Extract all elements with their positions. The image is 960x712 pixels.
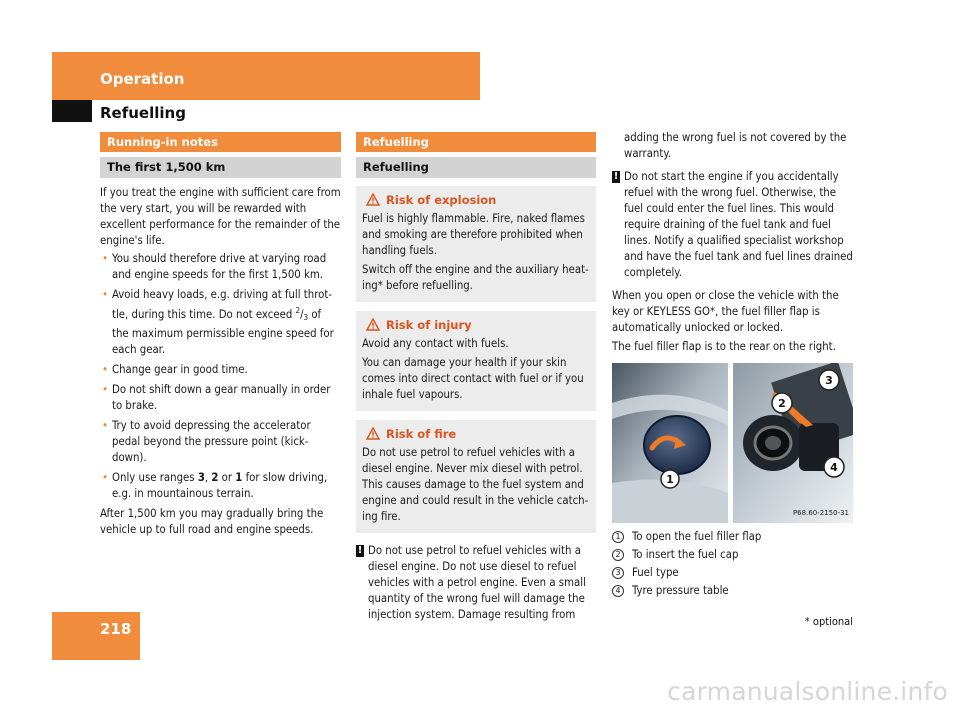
chapter-title: Refuelling: [100, 104, 186, 122]
flap-location-paragraph: The fuel filler flap is to the rear on the right.: [612, 340, 836, 353]
list-item: [100, 470, 341, 502]
legend-item: [612, 546, 854, 564]
list-item: [100, 382, 341, 414]
column-refuelling: [356, 132, 596, 623]
callout-3: 3: [825, 374, 833, 387]
warning-triangle-icon: [366, 193, 380, 206]
bullet-text: Try to avoid depressing the accelerator pedal beyond the pressure point (kick-down).: [112, 419, 311, 464]
legend-text: Tyre pressure table: [632, 584, 729, 597]
fraction-denominator: 3: [303, 313, 309, 322]
fuel-flap-closed-photo: [612, 363, 728, 523]
fuel-flap-photos: [612, 363, 852, 526]
legend-number-icon: 4: [612, 585, 624, 597]
list-item: [100, 251, 341, 283]
column-running-in: [100, 132, 341, 538]
range-2: 2: [211, 471, 219, 484]
bullet-text: You should therefore drive at varying road and engine speeds for the first 1,500 km.: [112, 252, 327, 281]
warning-fire: [356, 420, 596, 533]
bullet-text: Change gear in good time.: [112, 363, 248, 376]
refuelling-heading: Refuelling: [356, 132, 596, 152]
warning-title: Risk of explosion: [386, 193, 497, 207]
callout-2: 2: [778, 397, 786, 410]
list-item: [100, 418, 341, 466]
chapter-marker: [52, 100, 92, 122]
warning-text: You can damage your health if your skin comes into direct contact with fuel or if you inhale fuel vapours.: [362, 356, 584, 401]
legend-number-icon: 2: [612, 549, 624, 561]
refuelling-subheading: Refuelling: [356, 157, 596, 178]
list-item: • Avoid heavy loads, e.g. driving at full throt-tle, during this time. Do not exceed $^2/_3$ of the maximum permissible engine speed for each gear.: [102, 288, 334, 356]
warning-triangle-icon: [366, 427, 380, 440]
first-1500km-heading: The first 1,500 km: [100, 157, 341, 178]
fuel-filler-open-photo: [733, 363, 853, 523]
legend-item: [612, 582, 854, 600]
legend-item: [612, 564, 854, 582]
running-in-outro: After 1,500 km you may gradually bring the vehicle up to full road and engine speeds.: [100, 507, 324, 536]
page-number: 218: [100, 620, 132, 638]
warning-triangle-icon: [366, 318, 380, 331]
callout-1: 1: [666, 473, 674, 486]
bullet-text: Avoid heavy loads, e.g. driving at full throt-tle, during this time. Do not exceed: [112, 288, 333, 321]
bullet-icon: •: [102, 383, 108, 396]
warning-text: Switch off the engine and the auxiliary heat-ing* before refuelling.: [362, 263, 589, 292]
caution-note: [356, 543, 596, 623]
bullet-text: Do not shift down a gear manually in order to brake.: [112, 383, 331, 412]
warning-text: Do not use petrol to refuel vehicles with a diesel engine. Never mix diesel with petrol. This causes damage to the fuel system and engine and could result in the vehicle catch-ing fire.: [362, 446, 589, 523]
legend-number-icon: 3: [612, 567, 624, 579]
photo-legend: [612, 528, 854, 600]
range-3: 3: [197, 471, 205, 484]
legend-number-icon: 1: [612, 531, 624, 543]
legend-text: Fuel type: [632, 566, 679, 579]
warning-text: Fuel is highly flammable. Fire, naked flames and smoking are therefore prohibited when handling fuels.: [362, 212, 585, 257]
note-text: Do not start the engine if you accidentally refuel with the wrong fuel. Otherwise, the fuel could enter the fuel lines. This would require draining of the fuel tank and fuel lines. Notify a qualified specialist workshop and have the fuel tank and fuel lines drained completely.: [624, 170, 853, 279]
running-in-heading: Running-in notes: [100, 132, 341, 152]
watermark: carmanualsonline.info: [667, 677, 948, 706]
warning-text: Avoid any contact with fuels.: [362, 337, 509, 350]
warning-injury: [356, 311, 596, 411]
legend-text: To insert the fuel cap: [632, 548, 739, 561]
exclamation-icon: !: [613, 171, 619, 182]
bullet-text: Only use ranges: [112, 471, 198, 484]
separator: or: [218, 471, 236, 484]
callout-4: 4: [830, 461, 838, 474]
photo-reference-code: P68.60-2150-31: [792, 509, 849, 517]
range-1: 1: [235, 471, 243, 484]
bullet-icon: •: [102, 288, 108, 301]
bullet-icon: •: [102, 419, 108, 432]
bullet-icon: •: [102, 471, 108, 484]
bullet-icon: •: [102, 252, 108, 265]
warning-explosion: [356, 186, 596, 302]
warning-title: Risk of fire: [386, 427, 457, 441]
list-item: [100, 362, 341, 378]
section-title: Operation: [100, 70, 185, 88]
legend-text: To open the fuel filler flap: [632, 530, 762, 543]
running-in-intro: If you treat the engine with sufficient care from the very start, you will be rewarded with excellent performance for the remainder of the engine's life.: [100, 186, 341, 247]
separator: ,: [204, 471, 212, 484]
legend-item: [612, 528, 854, 546]
bullet-icon: •: [102, 363, 108, 376]
note-text-continued: adding the wrong fuel is not covered by the warranty.: [624, 131, 847, 160]
note-text: Do not use petrol to refuel vehicles with a diesel engine. Do not use diesel to refuel vehicles with a petrol engine. Even a small quantity of the wrong fuel will damage the injection system. Damage resulting from: [368, 544, 586, 621]
bullet-text: of the maximum permissible engine speed for each gear.: [112, 308, 334, 356]
keyless-paragraph: When you open or close the vehicle with the key or KEYLESS GO*, the fuel filler flap is automatically unlocked or locked.: [612, 289, 839, 334]
warning-title: Risk of injury: [386, 318, 472, 332]
exclamation-icon: !: [357, 545, 363, 556]
column-refuelling-cont: [612, 130, 854, 600]
fraction-numerator: 2: [295, 306, 301, 315]
optional-footnote: * optional: [804, 615, 853, 628]
bullet-text: for slow driving, e.g. in mountainous terrain.: [112, 471, 328, 500]
caution-note: [612, 169, 854, 281]
